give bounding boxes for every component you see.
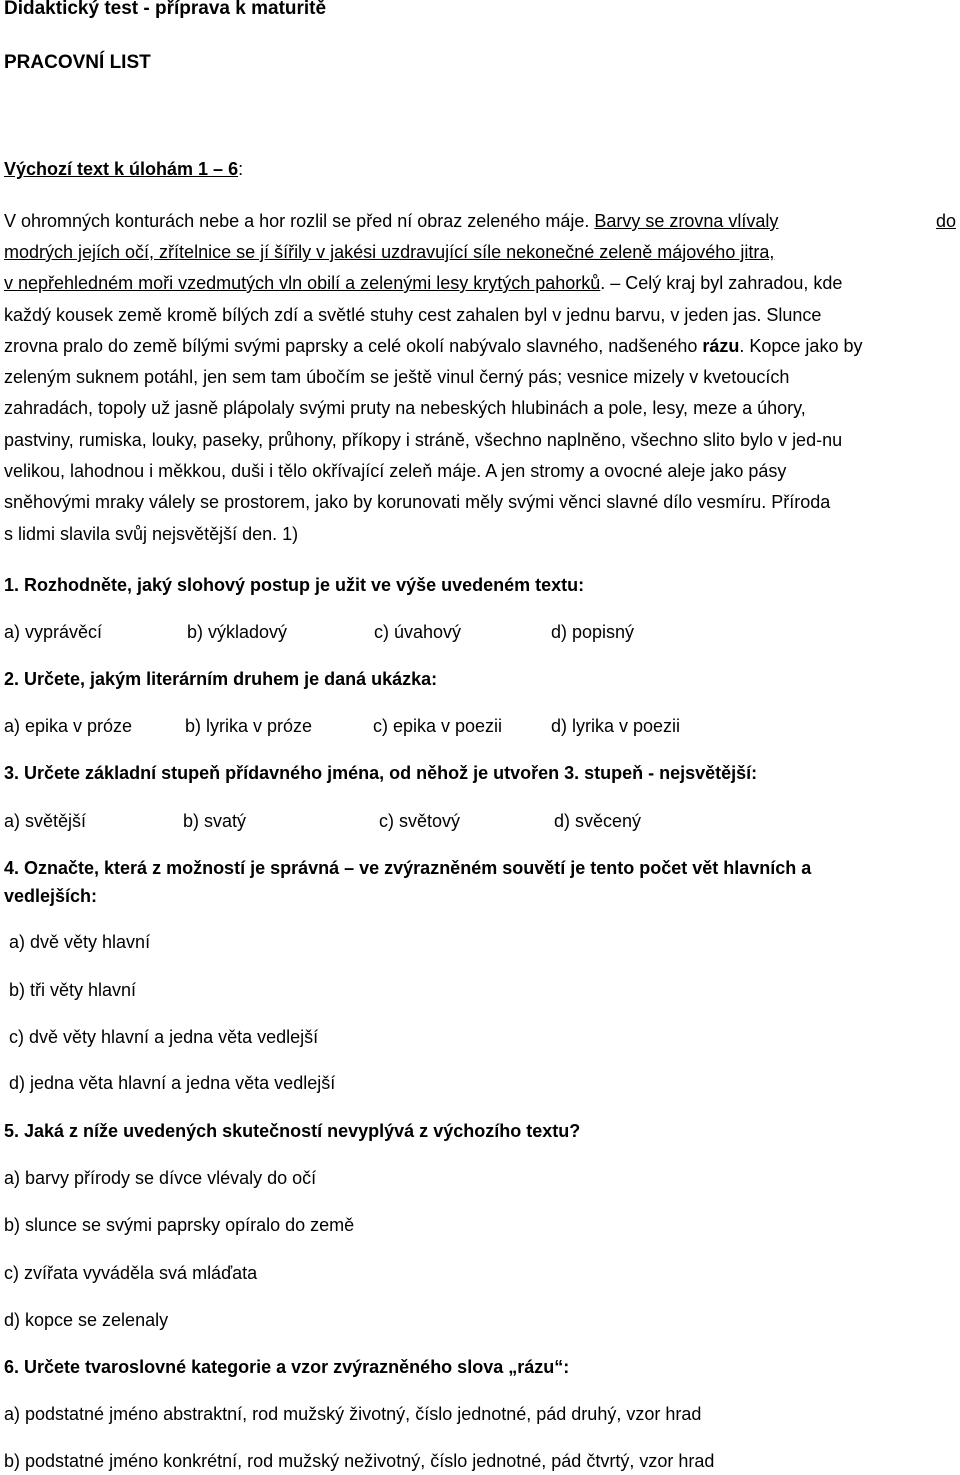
q4-option-b[interactable]: b) tři věty hlavní	[9, 980, 137, 1000]
source-text-label: Výchozí text k úlohám 1 – 6	[4, 159, 239, 179]
passage-highlight-end: v nepřehledném moři vzedmutých vln obilí a zelenými lesy krytých pahorků	[4, 273, 601, 293]
q4-option-a[interactable]: a) dvě věty hlavní	[9, 932, 151, 952]
q1-option-d[interactable]: d) popisný	[551, 622, 635, 642]
passage-line-7: zahradách, topoly už jasně plápolaly svými pruty na nebeských hlubinách a pole, lesy, meze a úhory,	[4, 398, 806, 418]
q6-option-a[interactable]: a) podstatné jméno abstraktní, rod mužský životný, číslo jednotné, pád druhý, vzor hrad	[4, 1404, 702, 1424]
question-4-line-2: vedlejších:	[4, 886, 98, 906]
q5-option-a[interactable]: a) barvy přírody se dívce vlévaly do očí	[4, 1168, 317, 1188]
q5-option-d[interactable]: d) kopce se zelenaly	[4, 1310, 169, 1330]
question-4-line-1: 4. Označte, která z možností je správná – ve zvýrazněném souvětí je tento počet vět hlavních a	[4, 858, 812, 878]
q3-option-d[interactable]: d) svěcený	[554, 811, 642, 831]
q2-option-a[interactable]: a) epika v próze	[4, 716, 133, 736]
q4-option-d[interactable]: d) jedna věta hlavní a jedna věta vedlejší	[9, 1073, 336, 1093]
passage-line-1-text: V ohromných konturách nebe a hor rozlil se před ní obraz zeleného máje.	[4, 211, 595, 231]
passage-line-3-rest: . – Celý kraj byl zahradou, kde	[600, 273, 843, 293]
q5-option-c[interactable]: c) zvířata vyváděla svá mláďata	[4, 1263, 258, 1283]
q2-option-c[interactable]: c) epika v poezii	[373, 716, 503, 736]
q1-option-c[interactable]: c) úvahový	[374, 622, 462, 642]
question-2: 2. Určete, jakým literárním druhem je daná ukázka:	[4, 669, 438, 689]
q1-option-a[interactable]: a) vyprávěcí	[4, 622, 103, 642]
passage-line-4: každý kousek země kromě bílých zdí a světlé stuhy cest zahalen byl v jednu barvu, v jeden jas. Slunce	[4, 305, 822, 325]
passage-line-2: modrých jejích očí, zřítelnice se jí šířily v jakési uzdravující síle nekonečné zeleně májového jitra,	[4, 242, 775, 262]
passage-line-1-end: do	[935, 211, 956, 231]
passage-line-5-rest: . Kopce jako by	[739, 336, 863, 356]
passage-line-5	[4, 336, 862, 357]
q2-option-d[interactable]: d) lyrika v poezii	[551, 716, 681, 736]
passage-line-8: pastviny, rumiska, louky, paseky, průhony, příkopy i stráně, všechno naplněno, všechno slito bylo v jed-nu	[4, 430, 843, 450]
q1-option-b[interactable]: b) výkladový	[187, 622, 288, 642]
q4-option-c[interactable]: c) dvě věty hlavní a jedna věta vedlejší	[9, 1027, 319, 1047]
question-1: 1. Rozhodněte, jaký slohový postup je užit ve výše uvedeném textu:	[4, 575, 585, 595]
passage-line-11: s lidmi slavila svůj nejsvětější den. 1)	[4, 524, 299, 544]
question-6: 6. Určete tvaroslovné kategorie a vzor zvýrazněného slova „rázu“:	[4, 1357, 570, 1377]
passage-line-1	[4, 211, 956, 232]
source-text-colon: :	[238, 159, 244, 179]
question-5: 5. Jaká z níže uvedených skutečností nevyplývá z výchozího textu?	[4, 1121, 581, 1141]
passage-line-6: zeleným suknem potáhl, jen sem tam úbočím se ještě vinul černý pás; vesnice mizely v kvetoucích	[4, 367, 790, 387]
q3-option-c[interactable]: c) světový	[379, 811, 461, 831]
passage-line-5-text: zrovna pralo do země bílými svými paprsky a celé okolí nabývalo slavného, nadšeného	[4, 336, 703, 356]
passage-line-10: sněhovými mraky válely se prostorem, jako by korunovati měly svými věnci slavné dílo vesmíru. Příroda	[4, 492, 831, 512]
passage-line-3	[4, 273, 842, 294]
worksheet-heading: PRACOVNÍ LIST	[4, 52, 151, 73]
passage-line-9: velikou, lahodnou i měkkou, duši i tělo okřívající zeleň máje. A jen stromy a ovocné aleje jako pásy	[4, 461, 787, 481]
highlighted-word: rázu	[702, 336, 740, 356]
q2-option-b[interactable]: b) lyrika v próze	[185, 716, 313, 736]
q3-option-a[interactable]: a) světější	[4, 811, 87, 831]
question-3: 3. Určete základní stupeň přídavného jména, od něhož je utvořen 3. stupeň - nejsvětější:	[4, 763, 758, 783]
q5-option-b[interactable]: b) slunce se svými paprsky opíralo do země	[4, 1215, 355, 1235]
q3-option-b[interactable]: b) svatý	[183, 811, 247, 831]
passage-highlight-start: Barvy se zrovna vlívaly	[594, 211, 779, 231]
q6-option-b[interactable]: b) podstatné jméno konkrétní, rod mužský neživotný, číslo jednotné, pád čtvrtý, vzor hrad	[4, 1451, 715, 1471]
document-title: Didaktický test - příprava k maturitě	[4, 0, 327, 19]
source-text-heading	[4, 159, 243, 180]
